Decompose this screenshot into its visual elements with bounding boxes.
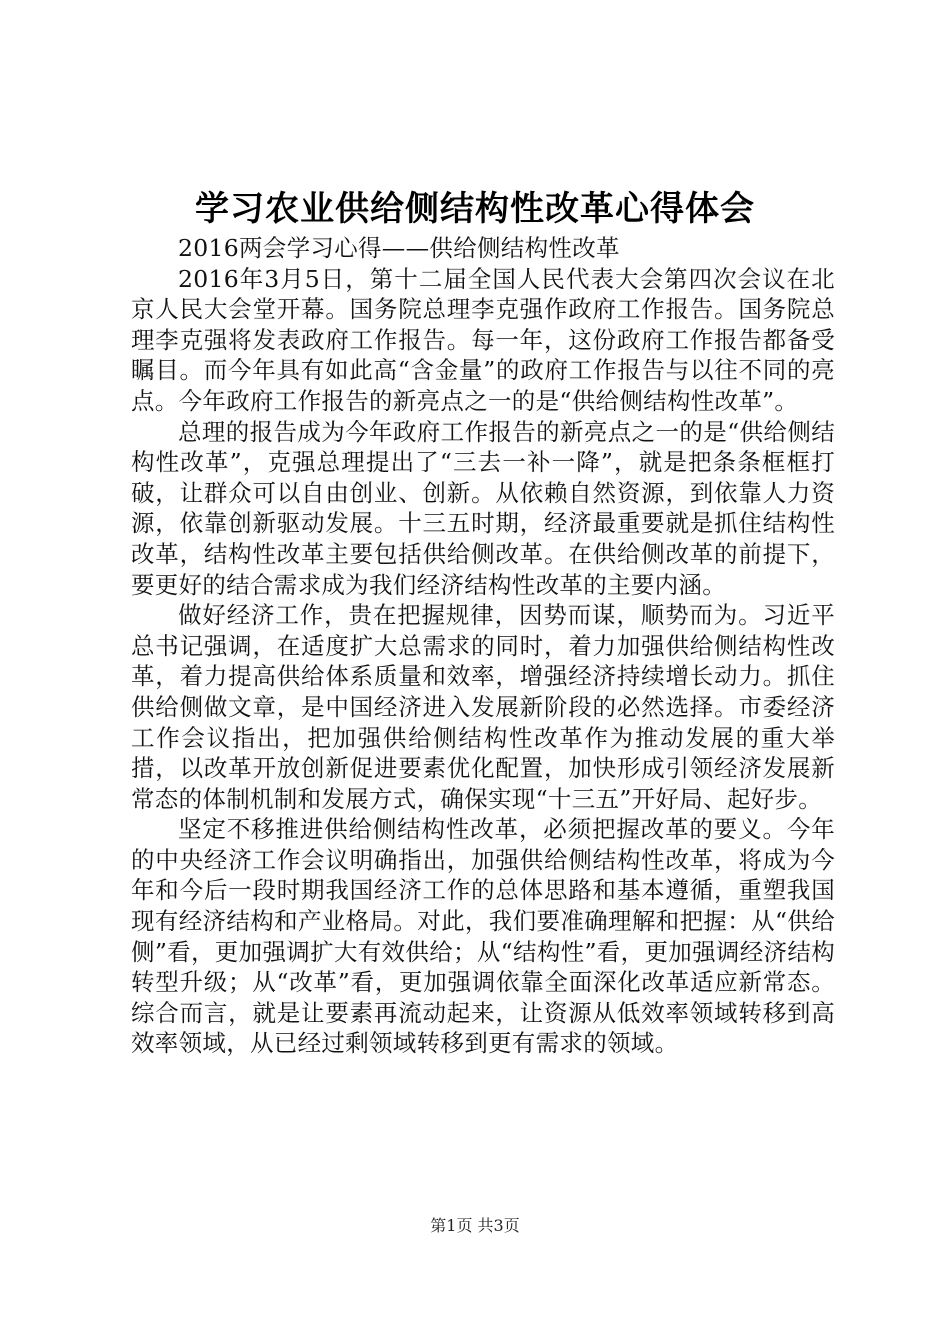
- document-body: [131, 233, 835, 1059]
- paragraph-3: 做好经济工作，贵在把握规律，因势而谋，顺势而为。习近平总书记强调，在适度扩大总需求的同时，着力加强供给侧结构性改革，着力提高供给体系质量和效率，增强经济持续增长动力。抓住供给侧做文章，是中国经济进入发展新阶段的必然选择。市委经济工作会议指出，把加强供给侧结构性改革作为推动发展的重大举措，以改革开放创新促进要素优化配置，加快形成引领经济发展新常态的体制机制和发展方式，确保实现“十三五”开好局、起好步。: [131, 601, 835, 813]
- paragraph-4: 坚定不移推进供给侧结构性改革，必须把握改革的要义。今年的中央经济工作会议明确指出，加强供给侧结构性改革，将成为今年和今后一段时期我国经济工作的总体思路和基本遵循，重塑我国现有经济结构和产业格局。对此，我们要准确理解和把握：从“供给侧”看，更加强调扩大有效供给；从“结构性”看，更加强调经济结构转型升级；从“改革”看，更加强调依靠全面深化改革适应新常态。综合而言，就是让要素再流动起来，让资源从低效率领域转移到高效率领域，从已经过剩领域转移到更有需求的领域。: [131, 815, 835, 1058]
- paragraph-1: 2016年3月5日，第十二届全国人民代表大会第四次会议在北京人民大会堂开幕。国务院总理李克强作政府工作报告。国务院总理李克强将发表政府工作报告。每一年，这份政府工作报告都备受瞩目。而今年具有如此高“含金量”的政府工作报告与以往不同的亮点。今年政府工作报告的新亮点之一的是“供给侧结构性改革”。: [131, 264, 835, 415]
- page-number-footer: 第1页 共3页: [430, 1216, 520, 1235]
- paragraph-2: 总理的报告成为今年政府工作报告的新亮点之一的是“供给侧结构性改革”，克强总理提出了“三去一补一降”，就是把条条框框打破，让群众可以自由创业、创新。从依赖自然资源，到依靠人力资源，依靠创新驱动发展。十三五时期，经济最重要就是抓住结构性改革，结构性改革主要包括供给侧改革。在供给侧改革的前提下，要更好的结合需求成为我们经济结构性改革的主要内涵。: [131, 417, 835, 599]
- document-title: 学习农业供给侧结构性改革心得体会: [195, 189, 755, 229]
- paragraph-subtitle: 2016两会学习心得——供给侧结构性改革: [178, 234, 620, 262]
